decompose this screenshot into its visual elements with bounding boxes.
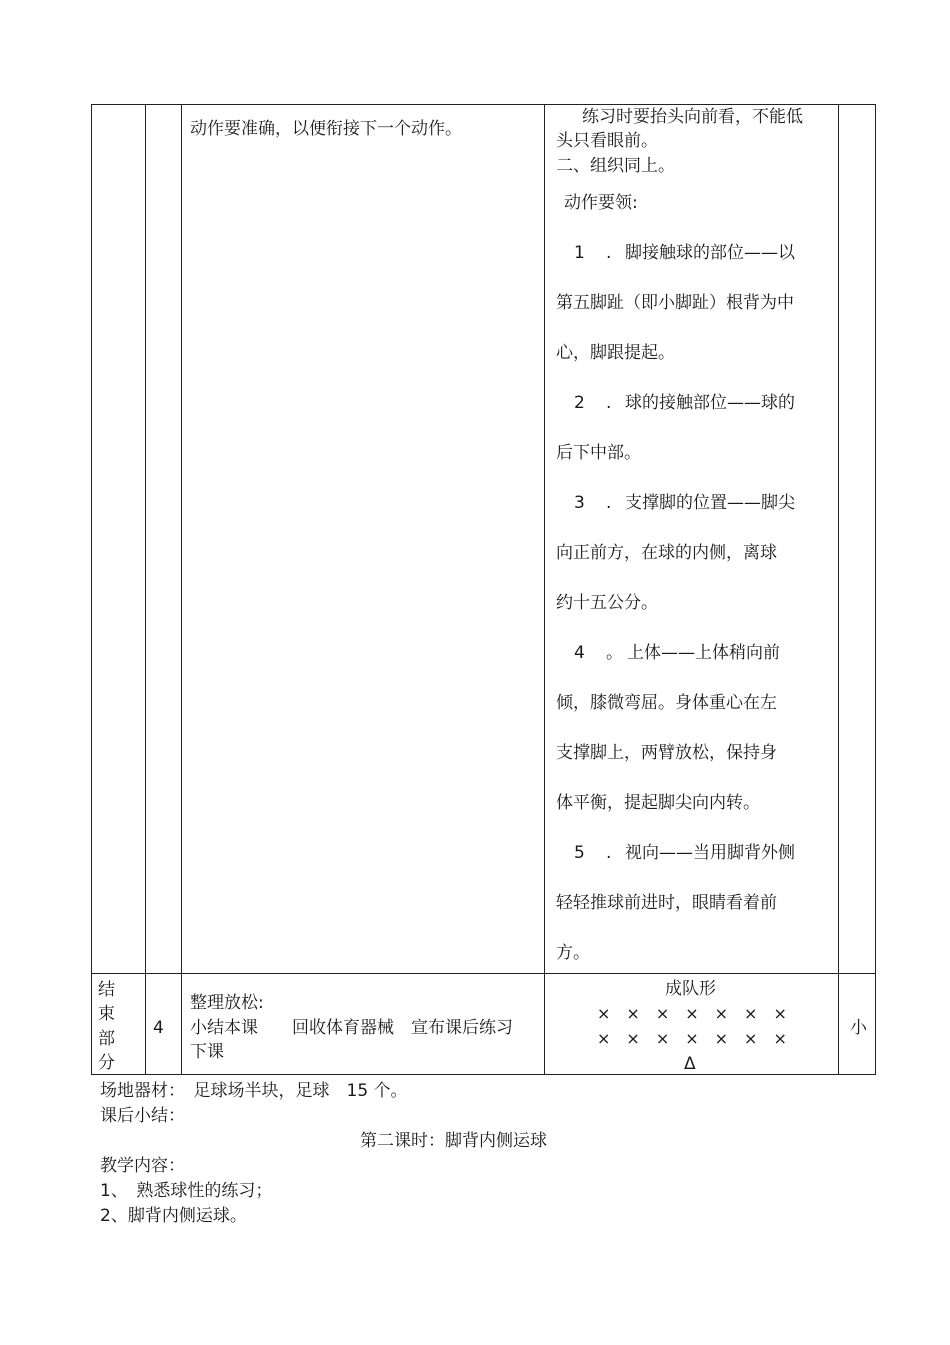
formation-title: 成队形 <box>665 979 716 999</box>
item-separator: . <box>606 243 612 263</box>
item-line: 倾，膝微弯屈。身体重心在左 <box>556 693 777 713</box>
table-col-border-3 <box>181 104 182 1075</box>
method-line-1: 练习时要抬头向前看，不能低 <box>582 107 803 127</box>
item-line: 轻轻推球前进时，眼睛看着前 <box>556 893 777 913</box>
table-col-border-4 <box>544 104 545 1075</box>
section-char: 结 <box>98 980 115 1000</box>
section-char: 束 <box>98 1004 115 1024</box>
item-line: 脚接触球的部位——以 <box>625 243 795 263</box>
table-bottom-border <box>91 1074 876 1075</box>
item-line: 球的接触部位——球的 <box>625 393 795 413</box>
item-number: 1 <box>574 243 585 263</box>
item-line: 心，脚跟提起。 <box>556 343 675 363</box>
section-char: 分 <box>98 1053 115 1073</box>
item-separator: . <box>606 393 612 413</box>
item-line: 约十五公分。 <box>556 593 658 613</box>
item-line: 支撑脚的位置——脚尖 <box>625 493 795 513</box>
intensity-value: 小 <box>850 1018 867 1038</box>
summary-line: 课后小结： <box>100 1106 185 1126</box>
item-line: 上体——上体稍向前 <box>627 643 780 663</box>
table-col-border-2 <box>145 104 146 1075</box>
content-line: 下课 <box>190 1042 224 1062</box>
equipment-line: 场地器材： 足球场半块，足球 15 个。 <box>100 1081 408 1101</box>
item-line: 体平衡，提起脚尖向内转。 <box>556 793 760 813</box>
table-top-border <box>91 104 876 105</box>
minutes-value: 4 <box>153 1018 164 1038</box>
item-number: 3 <box>574 493 585 513</box>
content-item: 1、 熟悉球性的练习； <box>100 1181 273 1201</box>
method-line-2: 头只看眼前。 <box>556 131 658 151</box>
table-col-border-1 <box>91 104 92 1075</box>
formation-cross-row: × × × × × × × <box>597 1004 787 1023</box>
method-heading: 动作要领: <box>564 193 638 213</box>
table-col-border-5 <box>838 104 839 1075</box>
row1-content-text: 动作要准确，以便衔接下一个动作。 <box>190 119 462 139</box>
item-number: 2 <box>574 393 585 413</box>
method-line-3: 二、组织同上。 <box>556 156 675 176</box>
item-line: 视向——当用脚背外侧 <box>625 843 795 863</box>
item-separator: 。 <box>606 643 623 663</box>
content-line: 小结本课 回收体育器械 宣布课后练习 <box>190 1018 513 1038</box>
content-heading: 教学内容： <box>100 1156 185 1176</box>
item-line: 支撑脚上，两臂放松，保持身 <box>556 743 777 763</box>
teacher-mark: Δ <box>684 1054 696 1074</box>
item-line: 第五脚趾（即小脚趾）根背为中 <box>556 293 794 313</box>
item-line: 后下中部。 <box>556 443 641 463</box>
table-row-divider <box>91 973 876 974</box>
content-line: 整理放松: <box>190 993 264 1013</box>
item-separator: . <box>606 843 612 863</box>
section-char: 部 <box>98 1029 115 1049</box>
lesson-title: 第二课时：脚背内侧运球 <box>360 1131 547 1151</box>
item-number: 5 <box>574 843 585 863</box>
table-col-border-6 <box>875 104 876 1075</box>
item-line: 方。 <box>556 943 590 963</box>
item-line: 向正前方，在球的内侧，离球 <box>556 543 777 563</box>
formation-cross-row: × × × × × × × <box>597 1029 787 1048</box>
item-number: 4 <box>574 643 585 663</box>
item-separator: . <box>606 493 612 513</box>
content-item: 2、脚背内侧运球。 <box>100 1206 247 1226</box>
